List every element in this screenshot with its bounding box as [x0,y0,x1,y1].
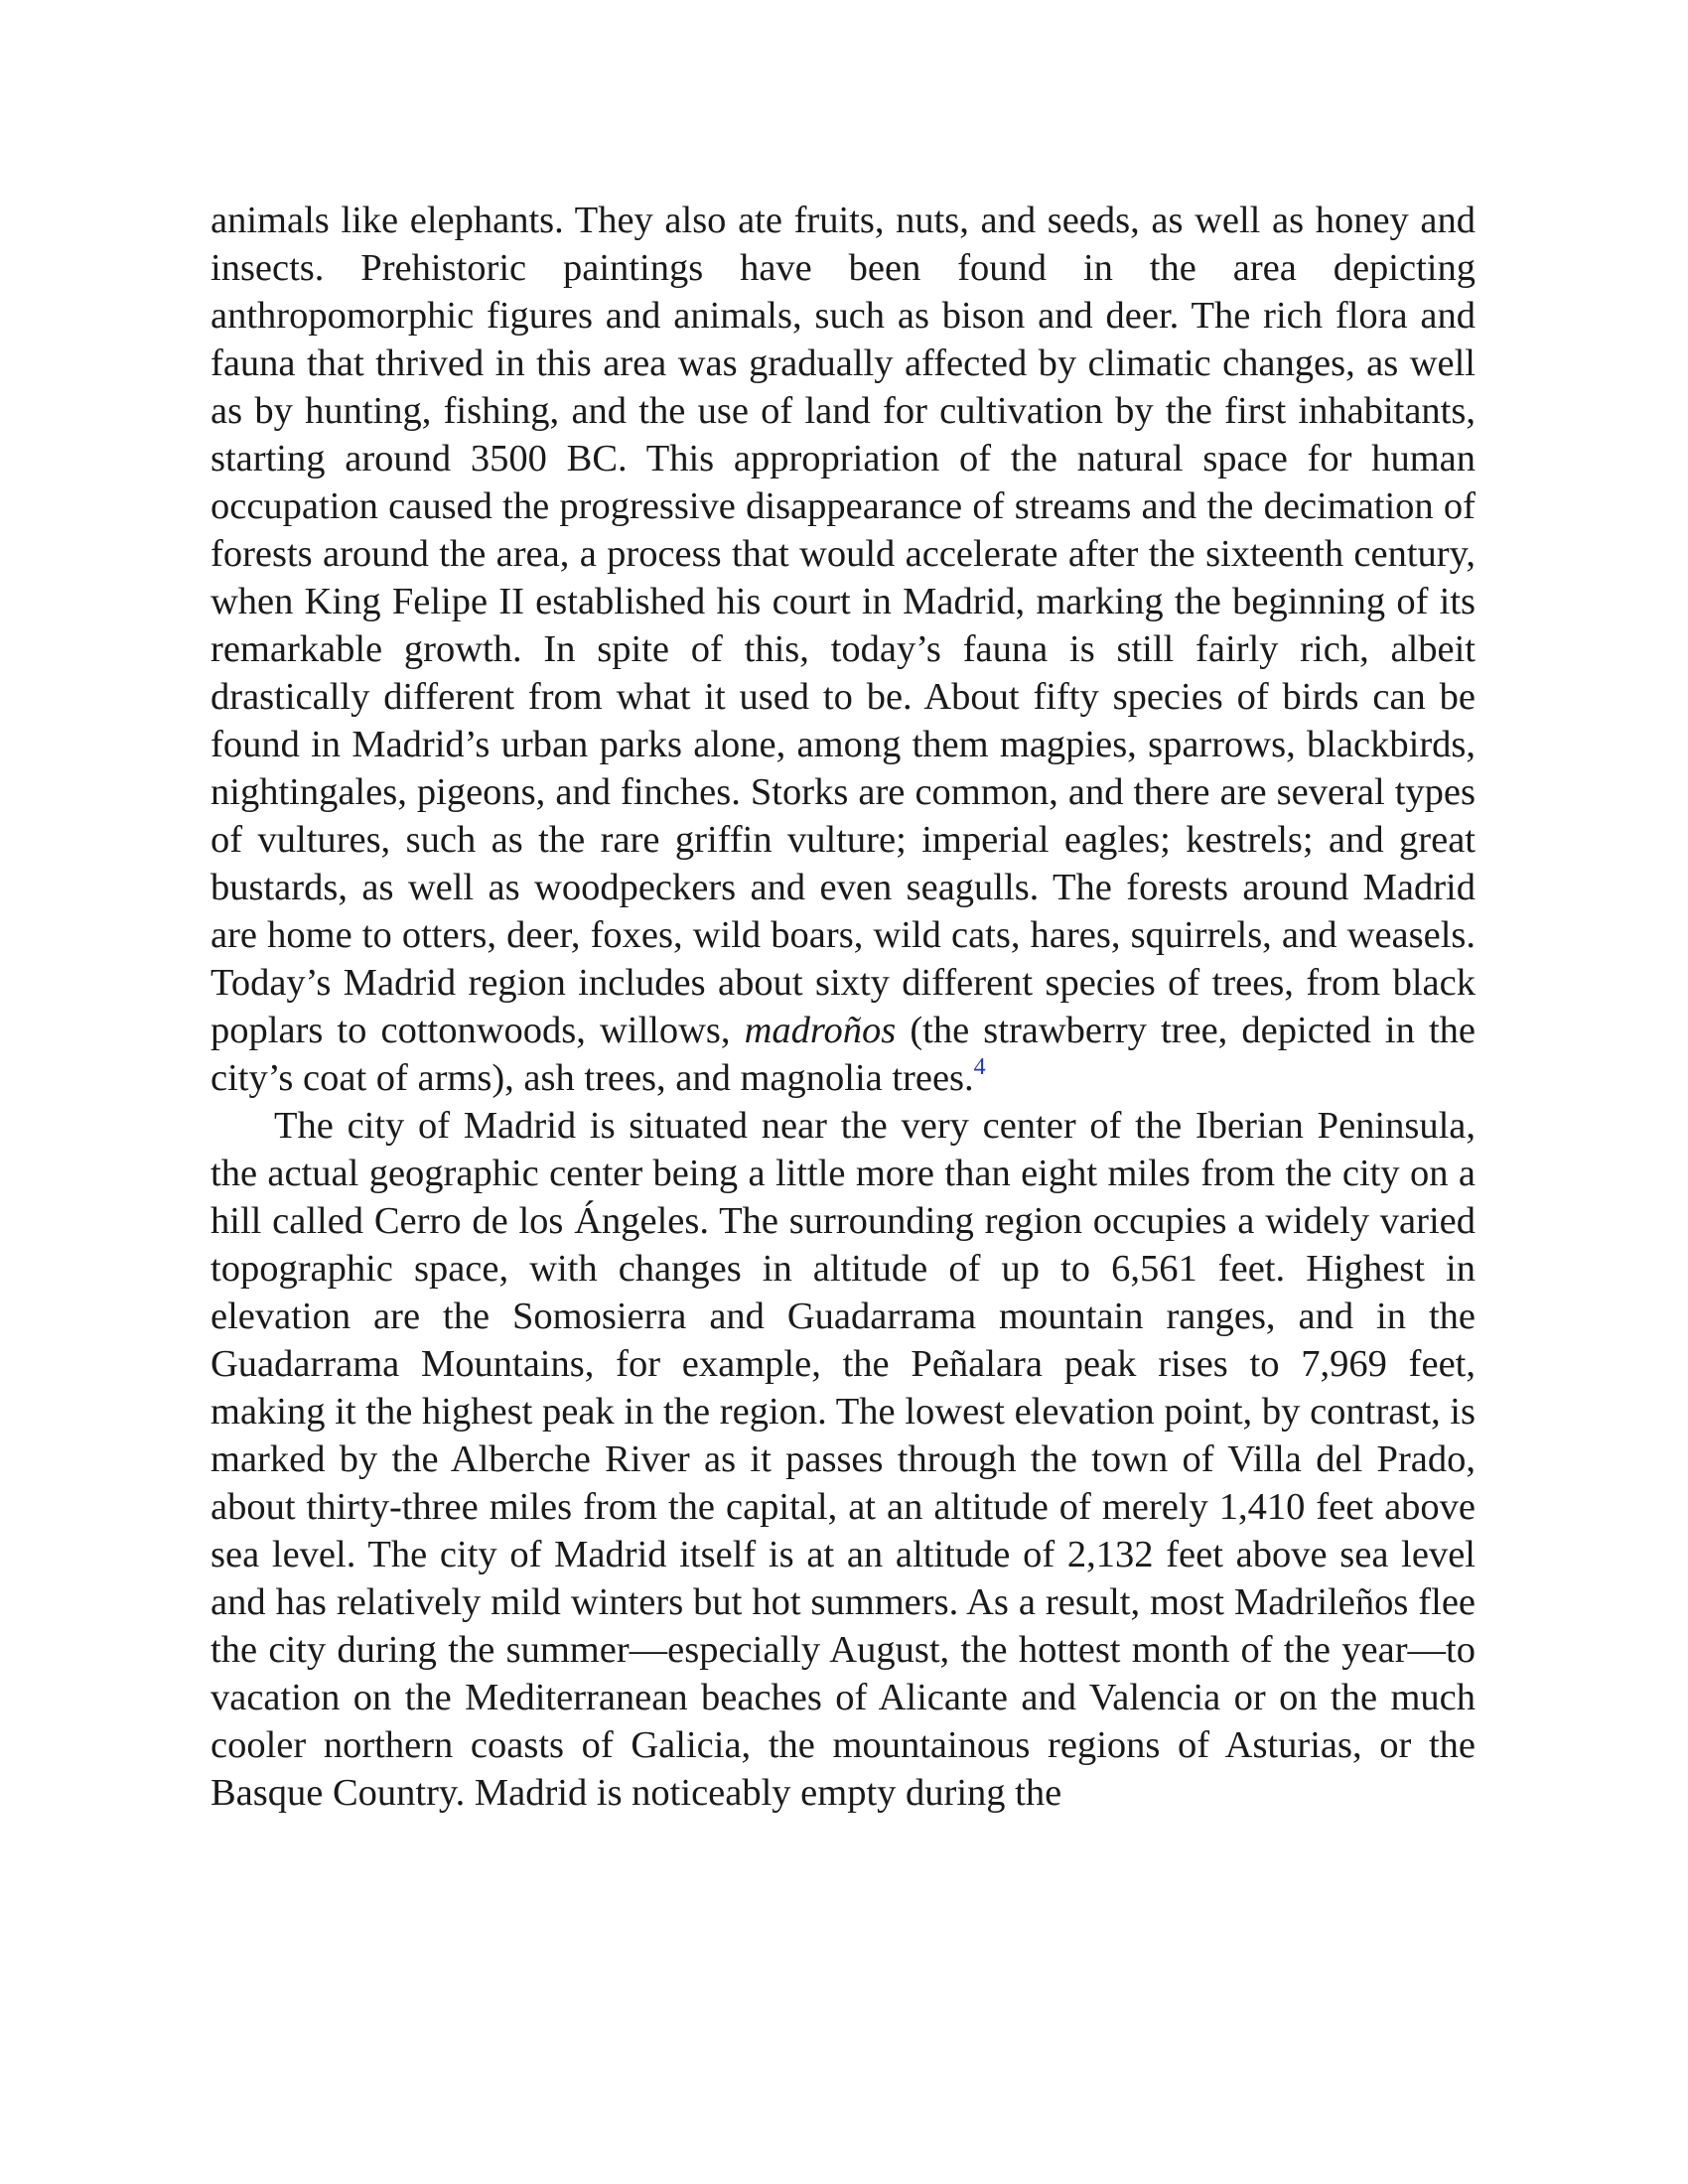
page-body [211,197,1476,1817]
paragraph-text-segment: animals like elephants. They also ate fruits, nuts, and seeds, as well as honey and insects. Prehistoric paintings have been found in the area depicting anthropomorphic figures and animals, such as bison and deer. The rich flora and fauna that thrived in this area was gradually affected by climatic changes, as well as by hunting, fishing, and the use of land for cultivation by the first inhabitants, starting around 3500 BC. This appropriation of the natural space for human occupation caused the progressive disappearance of streams and the decimation of forests around the area, a process that would accelerate after the sixteenth century, when King Felipe II established his court in Madrid, marking the beginning of its remarkable growth. In spite of this, today’s fauna is still fairly rich, albeit drastically different from what it used to be. About fifty species of birds can be found in Madrid’s urban parks alone, among them magpies, sparrows, blackbirds, nightingales, pigeons, and finches. Storks are common, and there are several types of vultures, such as the rare griffin vulture; imperial eagles; kestrels; and great bustards, as well as woodpeckers and even seagulls. The forests around Madrid are home to otters, deer, foxes, wild boars, wild cats, hares, squirrels, and weasels. Today’s Madrid region includes about sixty different species of trees, from black poplars to cottonwoods, willows, [211,200,1476,1051]
paragraph-text-segment: (the strawberry tree, depicted in the city’s coat of arms), ash trees, and magnolia trees. [211,1010,1476,1099]
paragraph-geography [211,1102,1476,1817]
paragraph-text-segment: The city of Madrid is situated near the very center of the Iberian Peninsula, the actual geographic center being a little more than eight miles from the city on a hill called Cerro de los Ángeles. The surrounding region occupies a widely varied topographic space, with changes in altitude of up to 6,561 feet. Highest in elevation are the Somosierra and Guadarrama mountain ranges, and in the Guadarrama Mountains, for example, the Peñalara peak rises to 7,969 feet, making it the highest peak in the region. The lowest elevation point, by contrast, is marked by the Alberche River as it passes through the town of Villa del Prado, about thirty-three miles from the capital, at an altitude of merely 1,410 feet above sea level. The city of Madrid itself is at an altitude of 2,132 feet above sea level and has relatively mild winters but hot summers. As a result, most Madrileños flee the city during the summer—especially August, the hottest month of the year—to vacation on the Mediterranean beaches of Alicante and Valencia or on the much cooler northern coasts of Galicia, the mountainous regions of Asturias, or the Basque Country. Madrid is noticeably empty during the [211,1105,1476,1814]
italic-term: madroños [744,1010,897,1051]
paragraph-fauna-flora [211,197,1476,1102]
footnote-reference-link[interactable]: 4 [973,1054,986,1080]
